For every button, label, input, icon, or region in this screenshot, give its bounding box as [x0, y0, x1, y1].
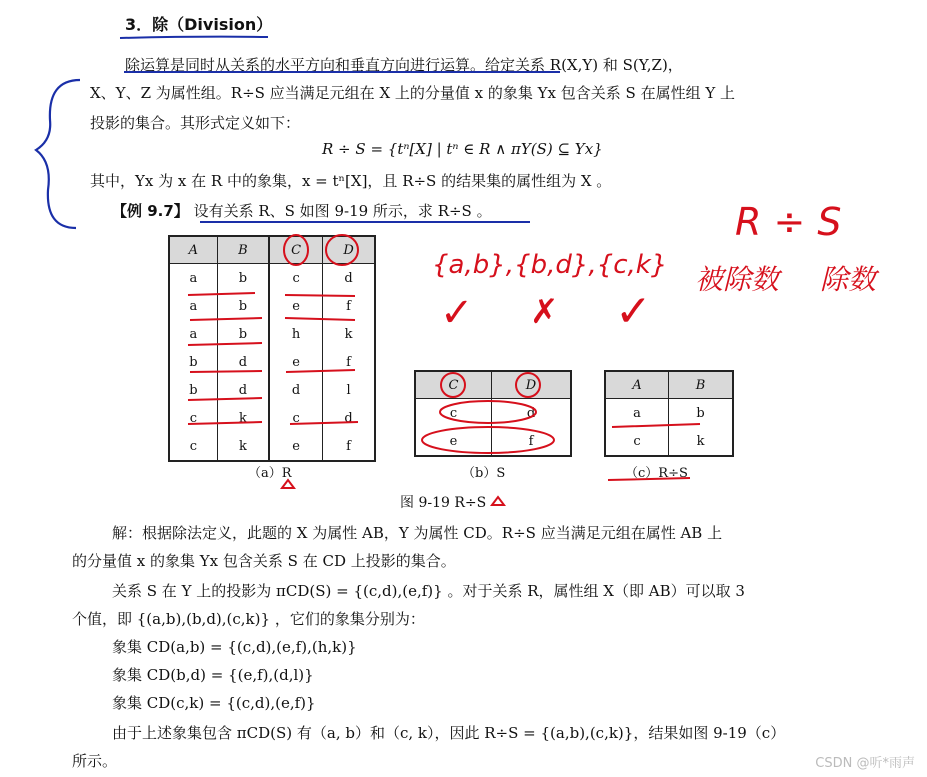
solution-line-8: 由于上述象集包含 πCD(S) 有（a, b）和（c, k），因此 R÷S = {(a,b),(c,k)}，结果如图 9-19（c）: [112, 724, 786, 742]
r-cell: b: [217, 320, 269, 348]
r-cell: a: [189, 326, 198, 342]
s-header-d: D: [492, 372, 570, 399]
res-cell: k: [669, 427, 732, 455]
caption-result: （c）R÷S: [625, 466, 688, 481]
r-cell: d: [217, 348, 269, 376]
res-cell: b: [669, 399, 732, 428]
handwritten-divisor: 除数: [820, 263, 877, 296]
paragraph-line-2: X、Y、Z 为属性组。R÷S 应当满足元组在 X 上的分量值 x 的象集 Yx 包含关系 S 在属性组 Y 上: [90, 84, 736, 102]
r-cell: d: [323, 264, 374, 293]
image-set-ab: 象集 CD(a,b) = {(c,d),(e,f),(h,k)}: [112, 638, 357, 656]
r-cell: c: [189, 438, 197, 454]
caption-r: （a）R: [248, 466, 292, 481]
solution-line-4: 个值，即 {(a,b),(b,d),(c,k)} ，它们的象集分别为：: [72, 610, 425, 628]
solution-line-1: 解：根据除法定义，此题的 X 为属性 AB，Y 为属性 CD。R÷S 应当满足元组在属性 AB 上: [112, 524, 723, 542]
r-row: [170, 348, 374, 376]
r-row: [170, 264, 374, 293]
r-cell: b: [217, 292, 269, 320]
r-row: [170, 320, 374, 348]
left-brace-mark: [36, 80, 80, 228]
result-table: [604, 370, 734, 457]
res-row: [606, 427, 732, 455]
r-cell: b: [189, 354, 198, 370]
s-row: [416, 427, 570, 455]
res-cell: a: [633, 405, 641, 421]
paragraph-line-3: 投影的集合。其形式定义如下：: [90, 114, 301, 132]
solution-line-2: 的分量值 x 的象集 Yx 包含关系 S 在 CD 上投影的集合。: [72, 552, 456, 570]
r-cell: c: [189, 410, 197, 426]
s-cell: e: [449, 433, 458, 449]
watermark: CSDN @听*雨声: [815, 756, 915, 771]
handwritten-dividend: 被除数: [695, 263, 780, 296]
handwritten-check-2: ✓: [615, 286, 652, 337]
example-text: 设有关系 R、S 如图 9-19 所示，求 R÷S 。: [193, 202, 492, 220]
r-cell: b: [217, 264, 269, 293]
r-cell: d: [323, 404, 374, 432]
relation-s-table: [414, 370, 572, 457]
example-label: 【例 9.7】: [112, 202, 189, 220]
r-row: [170, 292, 374, 320]
s-header-c: C: [416, 372, 492, 399]
example-line: [112, 200, 492, 221]
handwritten-cross: ✗: [530, 292, 559, 332]
r-row: [170, 432, 374, 460]
figure-caption: 图 9-19 R÷S: [400, 495, 487, 511]
r-cell: a: [189, 270, 198, 286]
paragraph-line-1: 除运算是同时从关系的水平方向和垂直方向进行运算。给定关系 R(X,Y) 和 S(Y,Z)，: [125, 56, 683, 74]
solution-line-3: 关系 S 在 Y 上的投影为 πCD(S) = {(c,d),(e,f)} 。对于关系 R，属性组 X（即 AB）可以取 3: [112, 582, 745, 600]
where-line: 其中，Yx 为 x 在 R 中的象集，x = tⁿ[X]，且 R÷S 的结果集的属性组为 X 。: [90, 172, 612, 190]
r-cell: a: [189, 298, 198, 314]
caption-s: （b）S: [462, 466, 506, 481]
r-header-b: B: [217, 237, 269, 264]
r-row: [170, 376, 374, 404]
r-cell: d: [269, 376, 322, 404]
r-cell: e: [269, 292, 322, 320]
res-header-a: A: [606, 372, 669, 399]
r-header-d: D: [323, 237, 374, 264]
res-cell: c: [633, 433, 641, 449]
heading-underline: [120, 37, 268, 38]
caption-s-mark: [492, 497, 504, 505]
r-cell: b: [189, 382, 198, 398]
r-cell: d: [217, 376, 269, 404]
res-header-b: B: [669, 372, 732, 399]
s-cell: c: [449, 405, 458, 421]
r-cell: k: [323, 320, 374, 348]
relation-r-table: [168, 235, 376, 462]
section-heading: 3．除（Division）: [125, 15, 273, 34]
r-cell: c: [269, 404, 322, 432]
s-row: [416, 399, 570, 428]
s-cell: f: [492, 427, 570, 455]
handwritten-check-1: ✓: [440, 290, 474, 336]
r-row: [170, 404, 374, 432]
definition-formula: R ÷ S = {tⁿ[X] | tⁿ ∈ R ∧ πY(S) ⊆ Yx}: [322, 140, 603, 158]
r-header-a: A: [170, 237, 217, 264]
r-cell: e: [269, 432, 322, 460]
r-cell: f: [323, 432, 374, 460]
r-cell: f: [323, 292, 374, 320]
r-cell: f: [323, 348, 374, 376]
image-set-bd: 象集 CD(b,d) = {(e,f),(d,l)}: [112, 666, 314, 684]
caption-r-mark: [282, 480, 294, 488]
s-cell: d: [492, 399, 570, 428]
r-cell: k: [217, 404, 269, 432]
r-cell: c: [269, 264, 322, 293]
handwritten-r-div-s: R ÷ S: [735, 200, 842, 244]
r-cell: e: [269, 348, 322, 376]
res-row: [606, 399, 732, 428]
r-cell: k: [217, 432, 269, 460]
solution-line-9: 所示。: [72, 752, 118, 770]
r-cell: h: [269, 320, 322, 348]
r-header-c: C: [269, 237, 322, 264]
handwritten-sets: {a,b},{b,d},{c,k}: [432, 250, 668, 280]
image-set-ck: 象集 CD(c,k) = {(c,d),(e,f)}: [112, 694, 316, 712]
r-cell: l: [323, 376, 374, 404]
